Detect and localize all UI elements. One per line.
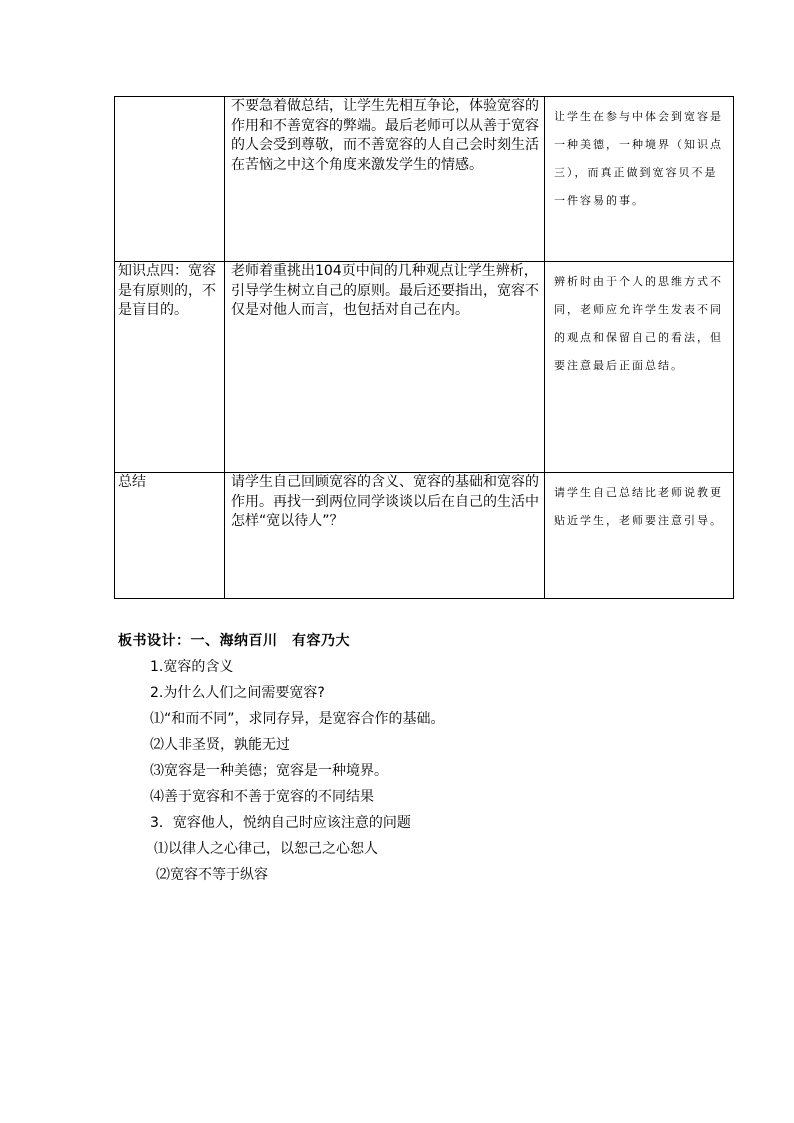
design-note-cell: 让学生在参与中体会到宽容是一种美德，一种境界（知识点三），而真正做到宽容贝不是一件容易的事。 xyxy=(545,97,734,262)
board-line: ⑵宽容不等于纵容 xyxy=(156,867,268,883)
lesson-table xyxy=(114,96,734,599)
board-line: 1.宽容的含义 xyxy=(150,659,234,675)
teaching-content-cell: 不要急着做总结，让学生先相互争论，体验宽容的作用和不善宽容的弊端。最后老师可以从善于宽容的人会受到尊敬，而不善宽容的人自己会时刻生活在苦恼之中这个角度来激发学生的情感。 xyxy=(225,97,545,262)
board-line: ⑴“和而不同”，求同存异，是宽容合作的基础。 xyxy=(150,711,445,727)
table-row xyxy=(115,473,734,599)
board-line: ⑴以律人之心律己，以恕己之心恕人 xyxy=(154,841,378,857)
board-line: 2.为什么人们之间需要宽容? xyxy=(150,685,325,701)
row-label-cell: 知识点四：宽容是有原则的，不是盲目的。 xyxy=(115,262,225,473)
board-line: 3．宽容他人，悦纳自己时应该注意的问题 xyxy=(150,815,411,831)
teaching-content-cell: 老师着重挑出104页中间的几种观点让学生辨析，引导学生树立自己的原则。最后还要指出，宽容不仅是对他人而言，也包括对自己在内。 xyxy=(225,262,545,473)
row-label-cell: 总结 xyxy=(115,473,225,599)
design-note-cell: 请学生自己总结比老师说教更贴近学生，老师要注意引导。 xyxy=(545,473,734,599)
design-note-cell: 辨析时由于个人的思维方式不同，老师应允许学生发表不同的观点和保留自己的看法，但要注意最后正面总结。 xyxy=(545,262,734,473)
table-row xyxy=(115,262,734,473)
board-line: ⑵人非圣贤，孰能无过 xyxy=(150,737,290,753)
board-design xyxy=(118,630,718,888)
board-line: ⑷善于宽容和不善于宽容的不同结果 xyxy=(150,789,374,805)
board-line: ⑶宽容是一种美德；宽容是一种境界。 xyxy=(150,763,388,779)
table-row xyxy=(115,97,734,262)
row-label-cell xyxy=(115,97,225,262)
teaching-content-cell: 请学生自己回顾宽容的含义、宽容的基础和宽容的作用。再找一到两位同学谈谈以后在自己的生活中怎样“宽以待人”？ xyxy=(225,473,545,599)
board-design-title: 板书设计：一、海纳百川 有容乃大 xyxy=(118,633,350,649)
